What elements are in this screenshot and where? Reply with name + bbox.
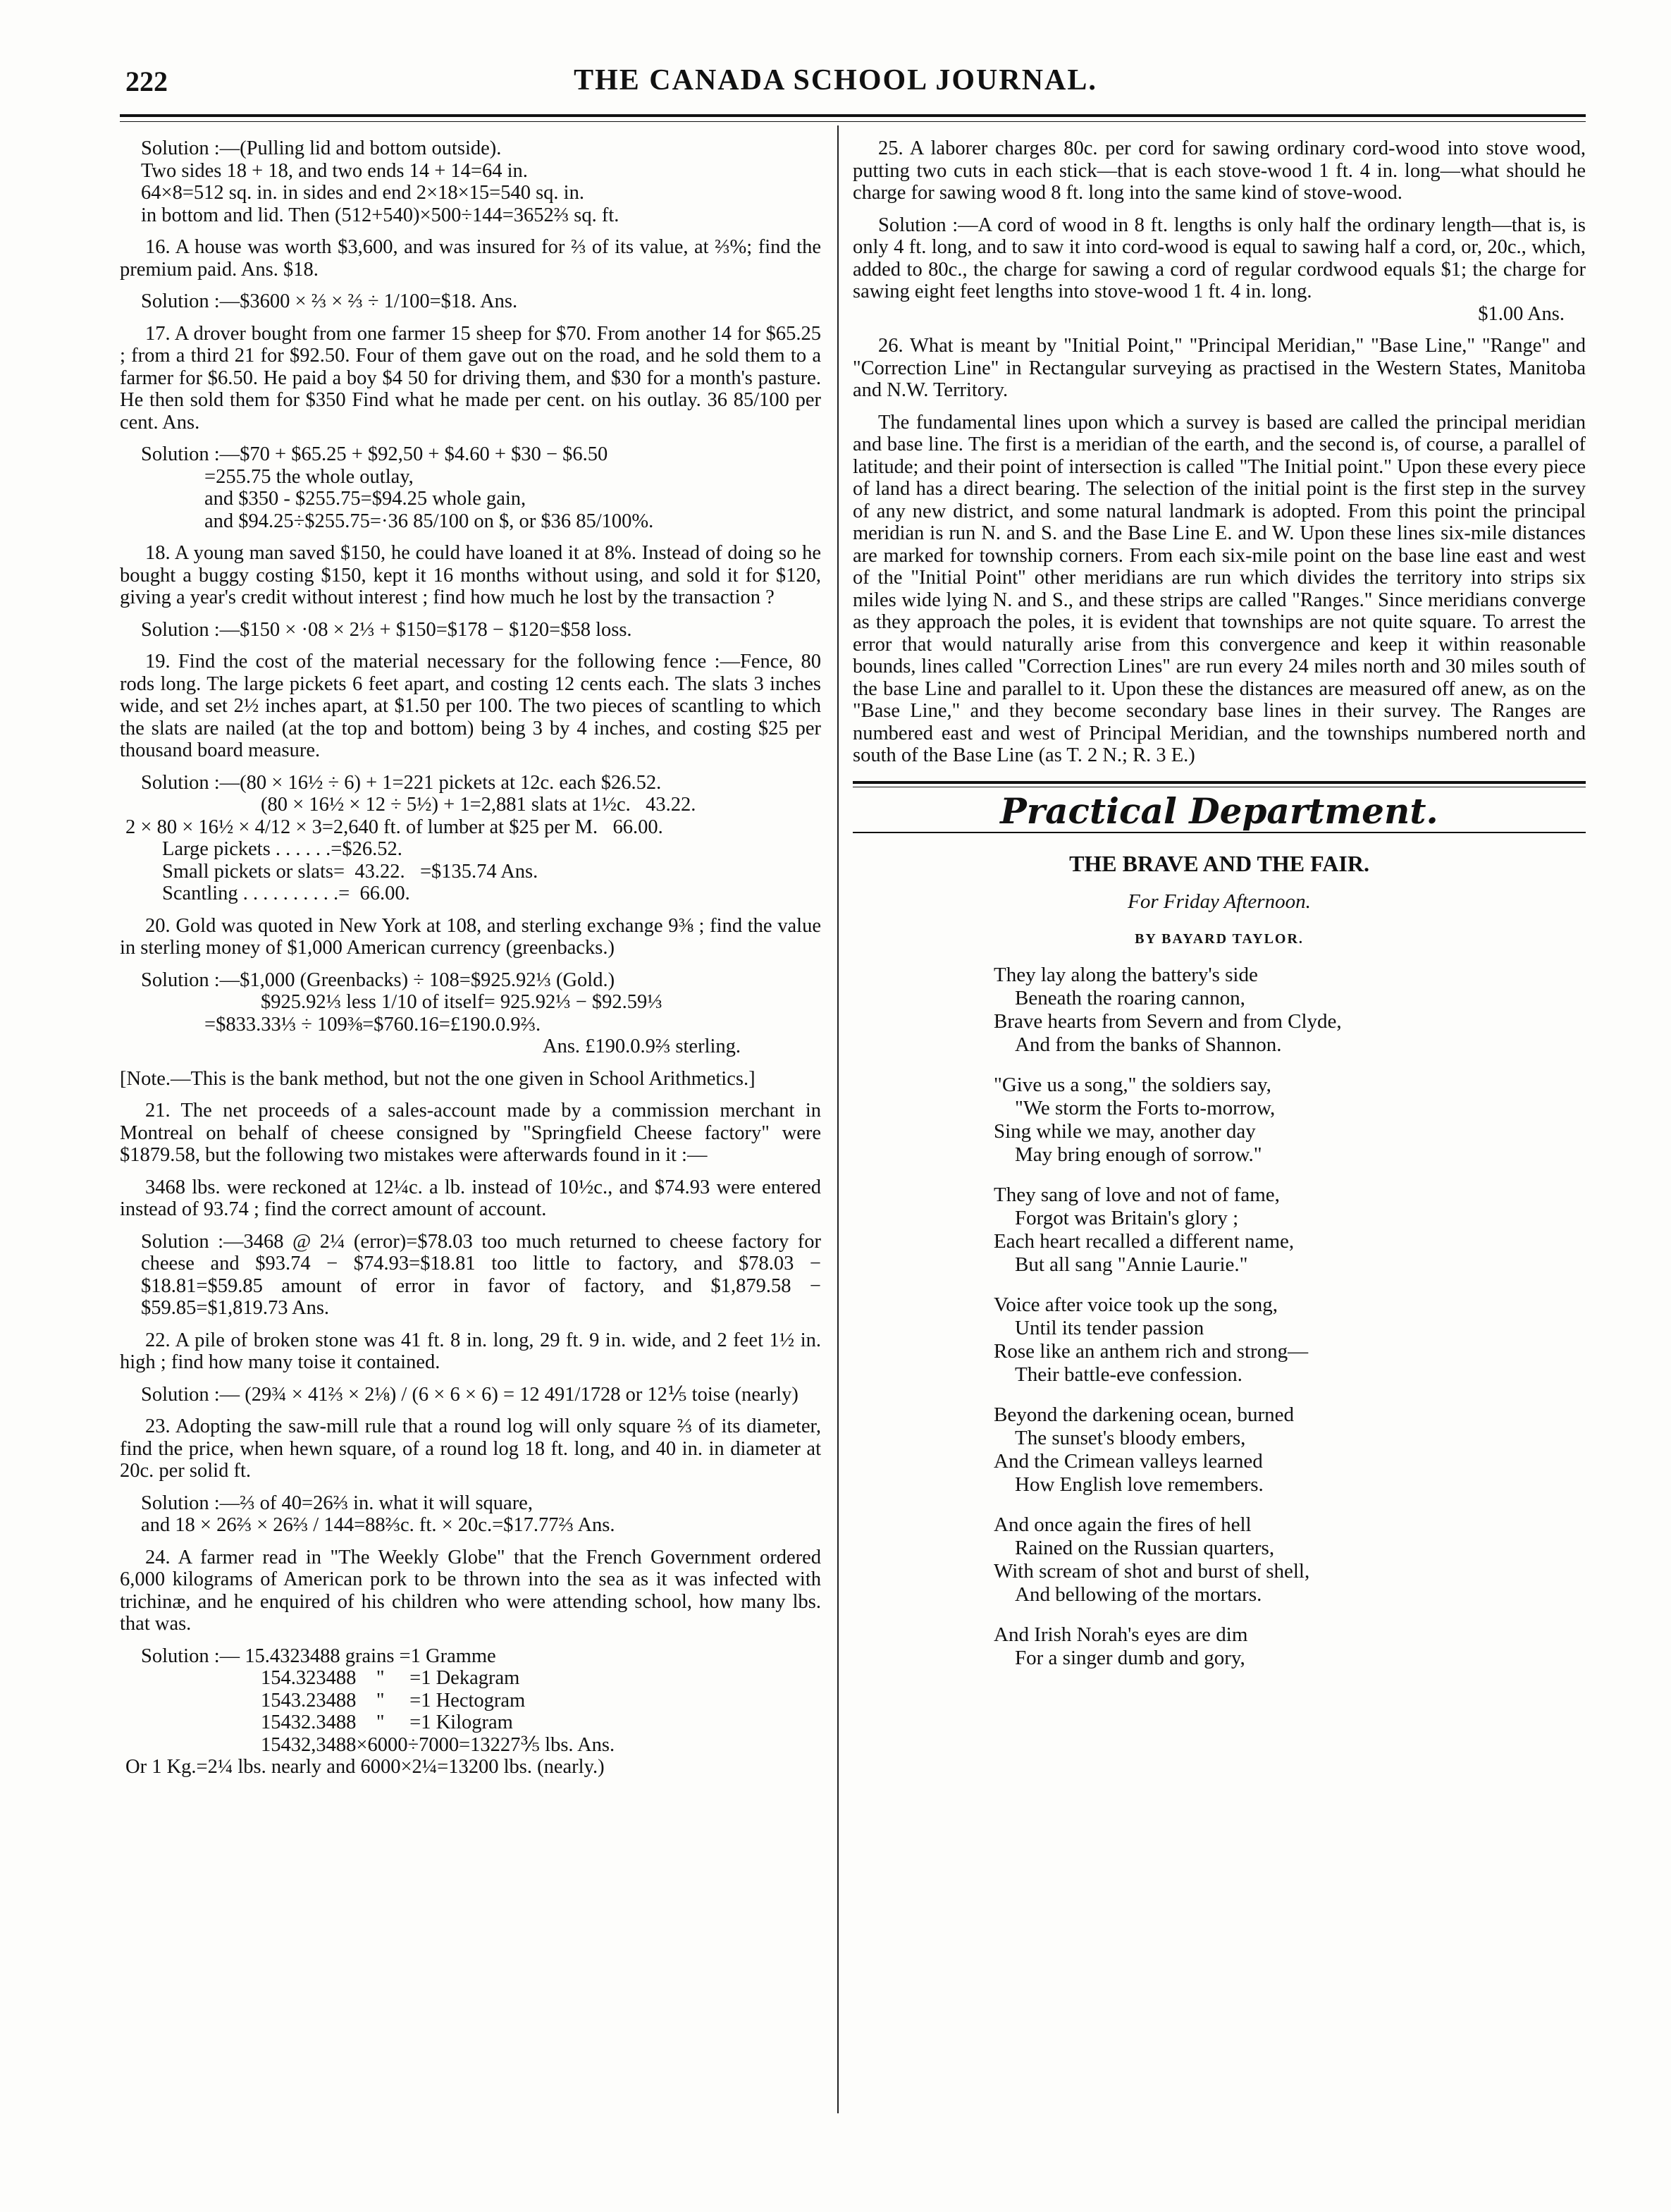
- text-line: Scantling . . . . . . . . . .= 66.00.: [162, 883, 410, 904]
- text-line: Two sides 18 + 18, and two ends 14 + 14=64 in.: [141, 159, 528, 182]
- text-line: Or 1 Kg.=2¼ lbs. nearly and 6000×2¼=13200 lbs. (nearly.): [125, 1756, 605, 1778]
- question-19: 19. Find the cost of the material necessary for the following fence :—Fence, 80 rods long. The large pickets 6 feet apart, and costing 12 cents each. The slats 3 inches wide, and set 2½ inches apart, at $1.50 per 100. The two pieces of scantling to which the slats are nailed (at the top and bottom) being 3 by 4 inches, and costing $25 per thousand board measure.: [120, 651, 821, 761]
- text-line: in bottom and lid. Then (512+540)×500÷144=3652⅔ sq. ft.: [141, 204, 619, 226]
- question-22: 22. A pile of broken stone was 41 ft. 8 in. long, 29 ft. 9 in. wide, and 2 feet 1½ in. high ; find how many toise it contained.: [120, 1329, 821, 1373]
- text-line: 2 × 80 × 16½ × 4/12 × 3=2,640 ft. of lumber at $25 per M. 66.00.: [125, 816, 663, 838]
- text-line: Solution :—(Pulling lid and bottom outside).: [141, 137, 502, 159]
- question-21-detail: 3468 lbs. were reckoned at 12¼c. a lb. instead of 10½c., and $74.93 were entered instead of 93.74 ; find the correct amount of account.: [120, 1176, 821, 1220]
- poem-line: Beneath the roaring cannon,: [1015, 986, 1245, 1009]
- question-24: 24. A farmer read in "The Weekly Globe" that the French Government ordered 6,000 kilograms of American pork to be thrown into the sea as it was infected with trichinæ, and he enquired of his children who were attending school, how many lbs. that was.: [120, 1546, 821, 1635]
- solution-23: [120, 1492, 821, 1537]
- poem-line: Until its tender passion: [1015, 1316, 1204, 1339]
- poem-line: With scream of shot and burst of shell,: [994, 1559, 1310, 1583]
- text-line: =255.75 the whole outlay,: [204, 465, 414, 488]
- page-number: 222: [125, 66, 168, 97]
- question-25: 25. A laborer charges 80c. per cord for sawing ordinary cord-wood into stove wood, putting two cuts in each stick—that is each stove-wood 1 ft. 4 in. long—what should he charge for sawing wood 8 ft. long into the same kind of stove-wood.: [853, 137, 1586, 204]
- poem-line: "Give us a song," the soldiers say,: [994, 1073, 1271, 1096]
- poem-stanza: [994, 964, 1586, 1057]
- poem-line: They sang of love and not of fame,: [994, 1183, 1280, 1206]
- text-line: Large pickets . . . . . .=$26.52.: [162, 838, 402, 860]
- poem-line: How English love remembers.: [1015, 1473, 1264, 1496]
- note-20: [Note.—This is the bank method, but not the one given in School Arithmetics.]: [120, 1067, 756, 1090]
- poem-line: Sing while we may, another day: [994, 1119, 1256, 1143]
- text-line: Solution :—$70 + $65.25 + $92,50 + $4.60 + $30 − $6.50: [141, 443, 608, 465]
- text-line: 1543.23488 " =1 Hectogram: [261, 1689, 526, 1712]
- poem-line: Rose like an anthem rich and strong—: [994, 1339, 1309, 1363]
- answer-25: $1.00 Ans.: [1478, 302, 1565, 325]
- text-line: =$833.33⅓ ÷ 109⅜=$760.16=£190.0.9⅔.: [204, 1013, 541, 1036]
- poem-line: They lay along the battery's side: [994, 963, 1258, 986]
- poem-stanza: [994, 1403, 1586, 1497]
- poem-line: And the Crimean valleys learned: [994, 1449, 1263, 1473]
- poem-line: Rained on the Russian quarters,: [1015, 1536, 1275, 1559]
- solution-19: [120, 772, 821, 905]
- poem-title: THE BRAVE AND THE FAIR.: [1069, 851, 1369, 876]
- poem-line: And once again the fires of hell: [994, 1513, 1252, 1536]
- poem-line: The sunset's bloody embers,: [1015, 1426, 1246, 1449]
- column-divider: [837, 125, 839, 2113]
- running-head: THE CANADA SCHOOL JOURNAL.: [574, 64, 1097, 97]
- left-column: [120, 137, 821, 1778]
- section-rule: [853, 781, 1586, 784]
- poem-stanza: [994, 1184, 1586, 1277]
- poem-line: And from the banks of Shannon.: [1015, 1033, 1282, 1056]
- poem-line: But all sang "Annie Laurie.": [1015, 1253, 1248, 1276]
- solution-21: Solution :—3468 @ 2¼ (error)=$78.03 too much returned to cheese factory for cheese and $93.74 − $74.93=$18.81 too little to factory, and $78.03 − $18.81=$59.85 amount of error in favor of factory, and $1,879.58 − $59.85=$1,819.73 Ans.: [141, 1230, 821, 1319]
- poem-line: Forgot was Britain's glory ;: [1015, 1206, 1239, 1229]
- poem-stanza: [994, 1623, 1586, 1670]
- solution-16: Solution :—$3600 × ⅔ × ⅔ ÷ 1/100=$18. Ans.: [141, 290, 518, 312]
- question-16: 16. A house was worth $3,600, and was insured for ⅔ of its value, at ⅔%; find the premium paid. Ans. $18.: [120, 236, 821, 281]
- text-line: and 18 × 26⅔ × 26⅔ / 144=88⅔c. ft. × 20c.=$17.77⅔ Ans.: [141, 1514, 615, 1536]
- text-line: Solution :—$1,000 (Greenbacks) ÷ 108=$925.92⅓ (Gold.): [141, 969, 615, 991]
- text-line: (80 × 16½ × 12 ÷ 5½) + 1=2,881 slats at 1½c. 43.22.: [261, 794, 696, 816]
- text-line: Solution :— 15.4323488 grains =1 Gramme: [141, 1645, 496, 1667]
- poem-line: And Irish Norah's eyes are dim: [994, 1623, 1248, 1646]
- poem-stanza: [994, 1294, 1586, 1387]
- text-line: and $350 - $255.75=$94.25 whole gain,: [204, 488, 526, 510]
- text-line: 15432.3488 " =1 Kilogram: [261, 1712, 513, 1733]
- poem-line: May bring enough of sorrow.": [1015, 1143, 1262, 1166]
- right-column: [853, 137, 1586, 1687]
- solution-20: [120, 969, 821, 1058]
- text-line: 15432,3488×6000÷7000=13227⅗ lbs. Ans.: [261, 1733, 615, 1756]
- text-line: Solution :—(80 × 16½ ÷ 6) + 1=221 pickets at 12c. each $26.52.: [141, 771, 662, 794]
- poem-line: And bellowing of the mortars.: [1015, 1583, 1262, 1606]
- poem-line: Beyond the darkening ocean, burned: [994, 1403, 1294, 1426]
- text-line: Solution :—⅔ of 40=26⅔ in. what it will square,: [141, 1492, 533, 1514]
- solution-17: [120, 443, 821, 532]
- poem-line: "We storm the Forts to-morrow,: [1015, 1096, 1276, 1119]
- poem-line: Their battle-eve confession.: [1015, 1363, 1243, 1386]
- poem-line: Each heart recalled a different name,: [994, 1229, 1295, 1253]
- poem-subtitle: For Friday Afternoon.: [1128, 890, 1311, 913]
- question-26: 26. What is meant by "Initial Point," "Principal Meridian," "Base Line," "Range" and "Correction Line" in Rectangular surveying as practised in the Western States, Manitoba and N.W. Territory.: [853, 335, 1586, 401]
- solution-24: [120, 1645, 821, 1778]
- answer-26: The fundamental lines upon which a survey is based are called the principal meridian and base line. The first is a meridian of the earth, and the second is, of course, a parallel of latitude; and their point of intersection is called "The Initial point." Upon these every piece of land has a direct bearing. The selection of the initial point is the first step in the survey of any new district, and some natural landmark is adopted. From this point the principal meridian is run N. and S. and the Base Line E. and W. Upon these lines six-mile distances are marked for township corners. From each six-mile point on the base line east and west of the "Initial Point" other meridians are run which divides the territory into strips six miles wide lying N. and S., and these strips are called "Ranges." Since meridians converge as they approach the poles, it is evident that townships are not quite square. To arrest the error that would naturally arise from this convergence and keep it within reasonable bounds, lines called "Correction Lines" are run every 24 miles north and 30 miles south of the base Line and parallel to it. Upon these the distances are measured off anew, as on the "Base Line," and they become secondary base lines in their survey. The Ranges are numbered east and west of Principal Meridian, and the townships numbered north and south of the Base Line (as T. 2 N.; R. 3 E.): [853, 411, 1586, 766]
- question-17: 17. A drover bought from one farmer 15 sheep for $70. From another 14 for $65.25 ; from a third 21 for $92.50. Four of them gave out on the road, and he sold them to a farmer for $6.50. He paid a boy $4 50 for driving them, and $30 for a month's pasture. He then sold them for $350 Find what he made per cent. on his outlay. 36 85/100 per cent. Ans.: [120, 322, 821, 434]
- question-18: 18. A young man saved $150, he could have loaned it at 8%. Instead of doing so he bought a buggy costing $150, kept it 16 months without using, and sold it for $120, giving a year's credit without interest ; find how much he lost by the transaction ?: [120, 542, 821, 608]
- text-line: $925.92⅓ less 1/10 of itself= 925.92⅓ − $92.59⅓: [261, 991, 662, 1013]
- text-line: 64×8=512 sq. in. in sides and end 2×18×15=540 sq. in.: [141, 182, 584, 204]
- text-line: Ans. £190.0.9⅔ sterling.: [543, 1036, 741, 1057]
- poem-author: BY BAYARD TAYLOR.: [1135, 931, 1304, 947]
- department-title: Practical Department.: [1000, 789, 1438, 832]
- question-23: 23. Adopting the saw-mill rule that a round log will only square ⅔ of its diameter, find the price, when hewn square, of a round log 18 ft. long, and 40 in. in diameter at 20c. per solid ft.: [120, 1415, 821, 1482]
- text-line: 154.323488 " =1 Dekagram: [261, 1667, 520, 1689]
- question-21: 21. The net proceeds of a sales-account made by a commission merchant in Montreal on behalf of cheese consigned by "Springfield Cheese factory" were $1879.58, but the following two mistakes were afterwards found in it :—: [120, 1100, 821, 1166]
- department-rule: [853, 832, 1586, 833]
- header-rule-thin: [120, 121, 1586, 122]
- poem-line: Brave hearts from Severn and from Clyde,: [994, 1009, 1342, 1033]
- text-line: Small pickets or slats= 43.22. =$135.74 Ans.: [162, 860, 538, 883]
- poem-stanza: [994, 1074, 1586, 1167]
- question-20: 20. Gold was quoted in New York at 108, and sterling exchange 9⅜ ; find the value in sterling money of $1,000 American currency (greenbacks.): [120, 914, 821, 959]
- solution-22: Solution :— (29¾ × 41⅔ × 2⅛) / (6 × 6 × 6) = 12 491/1728 or 12⅕ toise (nearly): [141, 1383, 798, 1406]
- poem-line: Voice after voice took up the song,: [994, 1293, 1278, 1316]
- poem-stanza: [994, 1513, 1586, 1606]
- solution-18: Solution :—$150 × ·08 × 2⅓ + $150=$178 − $120=$58 loss.: [141, 618, 632, 641]
- header-rule: [120, 114, 1586, 117]
- solution-25: Solution :—A cord of wood in 8 ft. lengths is only half the ordinary length—that is, is only 4 ft. long, and to saw it into cord-wood is equal to sawing half a cord, or, 20c., which, added to 80c., the charge for sawing a cord of regular cordwood equals $1; the charge for sawing eight feet lengths into stove-wood 1 ft. 4 in. long.: [853, 214, 1586, 302]
- poem-line: For a singer dumb and gory,: [1015, 1646, 1245, 1669]
- solution-15: [120, 137, 821, 226]
- text-line: and $94.25÷$255.75=·36 85/100 on $, or $36 85/100%.: [204, 510, 654, 532]
